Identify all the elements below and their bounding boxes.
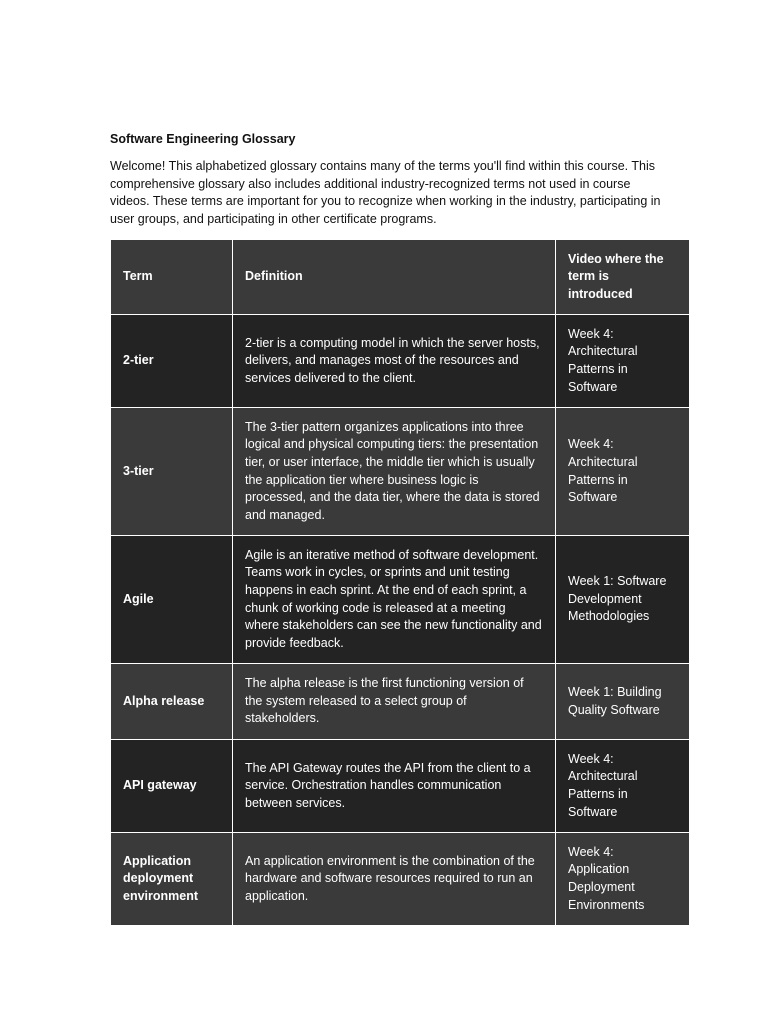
term-cell: 3-tier <box>111 408 233 536</box>
term-cell: Alpha release <box>111 664 233 740</box>
video-cell: Week 1: Software Development Methodologies <box>556 536 690 664</box>
definition-cell: 2-tier is a computing model in which the server hosts, delivers, and manages most of the resources and services delivered to the client. <box>233 315 556 408</box>
definition-cell: The API Gateway routes the API from the client to a service. Orchestration handles communication between services. <box>233 740 556 833</box>
video-cell: Week 4: Architectural Patterns in Software <box>556 740 690 833</box>
video-cell: Week 4: Application Deployment Environments <box>556 833 690 926</box>
table-row <box>111 833 690 926</box>
intro-paragraph: Welcome! This alphabetized glossary contains many of the terms you'll find within this course. This comprehensive glossary also includes additional industry-recognized terms not used in course videos. These terms are important for you to recognize when working in the industry, participating in user groups, and participating in other certificate programs. <box>110 159 661 226</box>
definition-cell: The alpha release is the first functioning version of the system released to a select group of stakeholders. <box>233 664 556 740</box>
column-header-term: Term <box>111 240 233 315</box>
table-row <box>111 664 690 740</box>
video-cell: Week 4: Architectural Patterns in Software <box>556 408 690 536</box>
table-row <box>111 315 690 408</box>
glossary-table <box>110 239 690 926</box>
column-header-video: Video where the term is introduced <box>556 240 690 315</box>
term-cell: Application deployment environment <box>111 833 233 926</box>
table-row <box>111 536 690 664</box>
table-header-row <box>111 240 690 315</box>
table-row <box>111 740 690 833</box>
document-title: Software Engineering Glossary <box>110 132 296 146</box>
definition-cell: An application environment is the combination of the hardware and software resources required to run an application. <box>233 833 556 926</box>
definition-cell: The 3-tier pattern organizes applications into three logical and physical computing tiers: the presentation tier, or user interface, the middle tier which is usually the application tier where business logic is processed, and the data tier, where the data is stored and managed. <box>233 408 556 536</box>
definition-cell: Agile is an iterative method of software development. Teams work in cycles, or sprints and unit testing happens in each sprint. At the end of each sprint, a chunk of working code is released at a meeting where stakeholders can see the new functionality and provide feedback. <box>233 536 556 664</box>
column-header-definition: Definition <box>233 240 556 315</box>
table-row <box>111 408 690 536</box>
term-cell: Agile <box>111 536 233 664</box>
term-cell: 2-tier <box>111 315 233 408</box>
video-cell: Week 1: Building Quality Software <box>556 664 690 740</box>
term-cell: API gateway <box>111 740 233 833</box>
video-cell: Week 4: Architectural Patterns in Software <box>556 315 690 408</box>
